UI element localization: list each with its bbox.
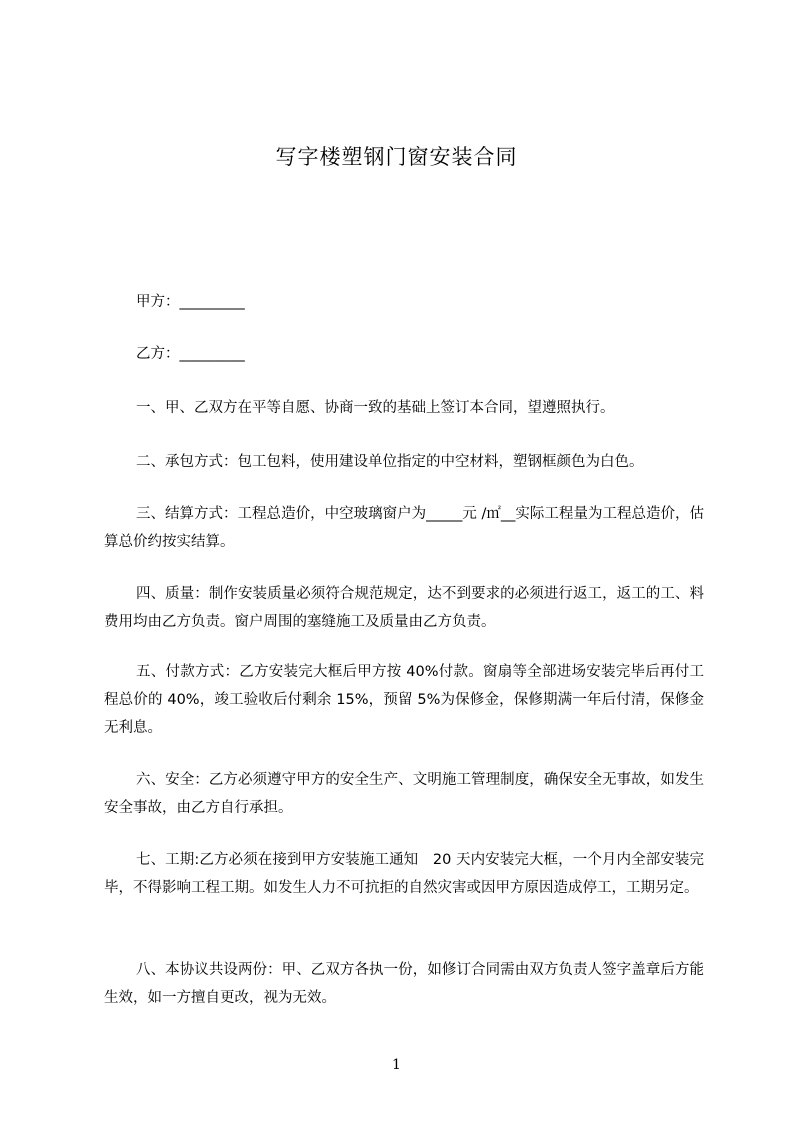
document-title: 写字楼塑钢门窗安装合同	[275, 145, 518, 169]
party-b-line: 乙方：_________	[136, 346, 245, 362]
clause-4: 四、质量：制作安装质量必须符合规范规定，达不到要求的必须进行返工，返工的工、料费用均由乙方负责。窗户周围的塞缝施工及质量由乙方负责。	[104, 586, 704, 630]
clause-3: 三、结算方式：工程总造价，中空玻璃窗户为_____元 /㎡__实际工程量为工程总造价，估算总价约按实结算。	[104, 506, 704, 550]
clause-7: 七、工期:乙方必须在接到甲方安装施工通知 20 天内安装完大框，一个月内全部安装完毕，不得影响工程工期。如发生人力不可抗拒的自然灾害或因甲方原因造成停工，工期另定。	[104, 852, 704, 896]
party-a-line: 甲方：_________	[136, 294, 245, 310]
clause-1: 一、甲、乙双方在平等自愿、协商一致的基础上签订本合同，望遵照执行。	[136, 400, 615, 416]
clause-6: 六、安全：乙方必须遵守甲方的安全生产、文明施工管理制度，确保安全无事故，如发生安全事故，由乙方自行承担。	[104, 772, 704, 816]
page-number: 1	[392, 1057, 401, 1073]
clause-2: 二、承包方式：包工包料，使用建设单位指定的中空材料，塑钢框颜色为白色。	[136, 454, 644, 470]
clause-5: 五、付款方式：乙方安装完大框后甲方按 40%付款。窗扇等全部进场安装完毕后再付工程总价的 40%，竣工验收后付剩余 15%，预留 5%为保修金，保修期满一年后付清，保修金无利息。	[104, 664, 704, 736]
clause-8: 八、本协议共设两份：甲、乙双方各执一份，如修订合同需由双方负责人签字盖章后方能生效，如一方擅自更改，视为无效。	[104, 962, 704, 1006]
